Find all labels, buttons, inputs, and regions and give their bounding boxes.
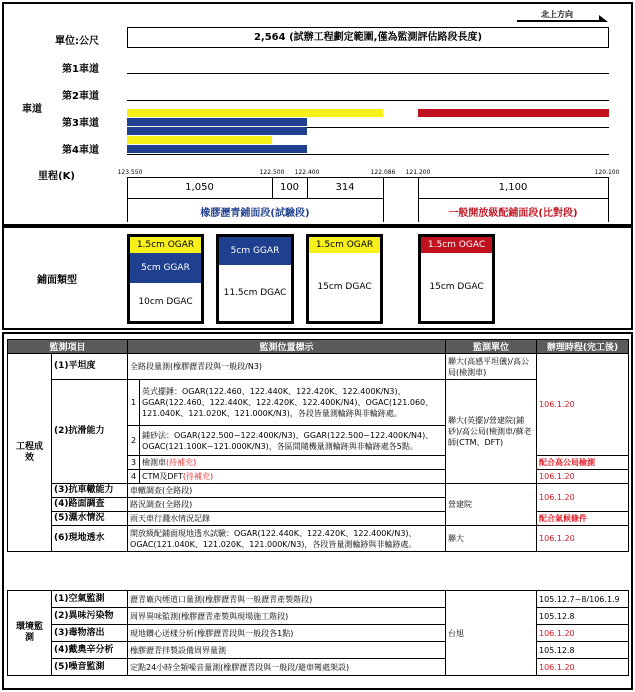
schedule-cell: 105.12.8 (537, 608, 629, 625)
unit-cell: 聯大(英擺)/營建院(鋪砂)/高公局(檢測車/蘇老師(CTM、DFT) (446, 380, 537, 484)
location-cell: 定點24小時全頻噪音量測(橡膠瀝青段與一般段/避車彎處架設) (128, 659, 446, 676)
header-box (127, 27, 609, 48)
schedule-cell: 106.1.20 (537, 526, 629, 552)
item-label: (6)現地透水 (52, 526, 128, 552)
header-text: 2,564 (試辦工程劃定範圍,僅為監測評估路段長度) (253, 32, 483, 43)
sub-number: 3 (128, 456, 140, 470)
unit-cell: 聯大 (446, 526, 537, 552)
unit-cell: 聯大(高感平坦儀)/高公局(檢測車) (446, 354, 537, 380)
layer-ogar: 1.5cm OGAR (309, 237, 380, 253)
location-cell: 瀝青廠內煙道口量測(橡膠瀝青與一般瀝青產製階段) (128, 591, 446, 608)
layer-ggar: 5cm GGAR (219, 237, 291, 265)
location-cell: 車轍調查(全路段) (128, 484, 446, 498)
tick-label: 123.550 (117, 169, 143, 176)
schedule-cell: 106.1.20 (537, 354, 629, 456)
lane3-ogar-bar (127, 109, 383, 117)
seg-baseline (127, 198, 383, 199)
location-cell: 檢測車(待補充) (140, 456, 446, 470)
tick-label: 120.100 (594, 169, 620, 176)
tick-label: 122.400 (294, 169, 320, 176)
schedule-cell: 106.1.20 (537, 625, 629, 642)
mileage-label: 里程(K) (38, 171, 75, 182)
location-cell: 橡膠瀝青拌製設備周界量測 (128, 642, 446, 659)
segment-length: 100 (279, 182, 300, 193)
table-row (8, 526, 629, 552)
sub-number: 4 (128, 470, 140, 484)
lane-line-4 (127, 154, 609, 155)
pave-label: 鋪面類型 (37, 275, 77, 286)
location-cell: 鋪砂法：OGAR(122.500~122.400K/N3)、GGAR(122.500~122.400K/N4)、OGAC(121.100K~121.000K/N3)，各區間隨機量測輪跡與非輪跡處各5點。 (140, 426, 446, 456)
pavement-type-3 (306, 234, 383, 324)
location-cell: 全路段量測(橡膠瀝青段與一般段/N3) (128, 354, 446, 380)
item-label: (4)戴奧辛分析 (52, 642, 128, 659)
table-row (8, 484, 629, 498)
layer-dgac: 15cm DGAC (317, 282, 372, 292)
item-label: (1)空氣監測 (52, 591, 128, 608)
layer-ggar: 5cm GGAR (130, 253, 201, 283)
tick-label: 122.086 (370, 169, 396, 176)
item-label: (4)路面調查 (52, 498, 128, 512)
tick-label: 121.200 (405, 169, 431, 176)
group-label: 環境監測 (8, 591, 52, 676)
layer-ogar: 1.5cm OGAR (130, 237, 201, 253)
col-header: 監測單位 (446, 340, 537, 354)
lane4-ggar-bar-top (127, 127, 307, 135)
section-right-label: 一般開放級配鋪面段(比對段) (448, 208, 578, 219)
item-label: (3)毒物溶出 (52, 625, 128, 642)
lane4-ogar-bar (127, 136, 272, 144)
schedule-cell: 105.12.8 (537, 642, 629, 659)
lane-label-2: 第2車道 (62, 91, 99, 102)
lane3-ogac-bar (418, 109, 609, 117)
north-arrow (515, 9, 609, 23)
col-header: 監測位置標示 (128, 340, 446, 354)
col-header: 辦理時程(完工後) (537, 340, 629, 354)
location-cell: 英式擺錘：OGAR(122.460、122.440K、122.420K、122.400K/N3)、GGAR(122.460、122.440K、122.420K、122.400K/N4)、OGAC(121.060、121.040K、121.020K、121.000K/N3)，各段皆量測輪跡與非輪跡處。 (140, 380, 446, 426)
lane-label-1: 第1車道 (62, 64, 99, 75)
location-cell: 現地鑽心送樣分析(橡膠瀝青段與一般段各1點) (128, 625, 446, 642)
col-header: 監測項目 (8, 340, 128, 354)
table-row (8, 591, 629, 608)
sub-number: 1 (128, 380, 140, 426)
layer-dgac: 15cm DGAC (429, 282, 484, 292)
mileage-line (127, 177, 609, 178)
schedule-cell: 106.1.20 (537, 659, 629, 676)
lane-label-3: 第3車道 (62, 118, 99, 129)
item-label: (5)濕水情況 (52, 512, 128, 526)
table-row (8, 380, 629, 426)
monitoring-table (7, 339, 629, 552)
item-label: (3)抗車轍能力 (52, 484, 128, 498)
location-cell: 周界異味監測(橡膠瀝青產製與現場施工階段) (128, 608, 446, 625)
location-cell: 開放級配鋪面現地透水試驗：OGAR(122.440K、122.420K、122.400K/N3)、OGAC(121.040K、121.020K、121.000K/N3)，各段皆量測輪跡與非輪跡處。 (128, 526, 446, 552)
unit-cell: 台旭 (446, 591, 537, 676)
north-arrow-icon (515, 9, 609, 23)
item-label: (2)異味污染物 (52, 608, 128, 625)
layer-ogac: 1.5cm OGAC (421, 237, 492, 253)
layer-dgac: 11.5cm DGAC (223, 288, 287, 298)
north-label: 北上方向 (541, 10, 573, 19)
pavement-type-2 (216, 234, 294, 324)
lane-line-2 (127, 100, 609, 101)
location-cell: 路況調查(全路段) (128, 498, 446, 512)
group-label: 工程成效 (8, 354, 52, 552)
schedule-cell: 105.12.7~8/106.1.9 (537, 591, 629, 608)
table-row (8, 354, 629, 380)
schedule-cell: 106.1.20 (537, 470, 629, 484)
schedule-cell: 配合氣候條件 (537, 512, 629, 526)
table-header-row (8, 340, 629, 354)
sub-number: 2 (128, 426, 140, 456)
segment-length: 1,050 (185, 182, 214, 193)
tick-label: 122.500 (259, 169, 285, 176)
item-label: (2)抗滑能力 (52, 380, 128, 484)
lane-label-4: 第4車道 (62, 145, 99, 156)
unit-label: 單位:公尺 (55, 36, 99, 47)
item-label: (5)噪音監測 (52, 659, 128, 676)
unit-cell: 營建院 (446, 484, 537, 526)
seg-divider (608, 177, 609, 222)
layer-dgac: 10cm DGAC (138, 297, 193, 307)
schedule-cell: 106.1.20 (537, 484, 629, 512)
seg-divider (383, 177, 384, 222)
item-label: (1)平坦度 (52, 354, 128, 380)
lane4-ggar-bar (127, 145, 307, 153)
segment-length: 314 (335, 182, 355, 193)
lane-line-1 (127, 73, 609, 74)
pavement-type-1 (127, 234, 204, 324)
location-cell: 雨天車行濺水情況記錄 (128, 512, 446, 526)
section-left-label: 橡膠瀝青鋪面段(試驗段) (200, 208, 310, 219)
segment-length: 1,100 (498, 182, 528, 193)
pavement-type-4 (418, 234, 495, 324)
location-cell: CTM及DFT(待補充) (140, 470, 446, 484)
schedule-cell: 配合高公局檢測 (537, 456, 629, 470)
seg-baseline (418, 198, 608, 199)
lane3-ggar-bar (127, 118, 307, 126)
environment-table (7, 590, 629, 676)
lanes-label: 車道 (22, 104, 42, 115)
